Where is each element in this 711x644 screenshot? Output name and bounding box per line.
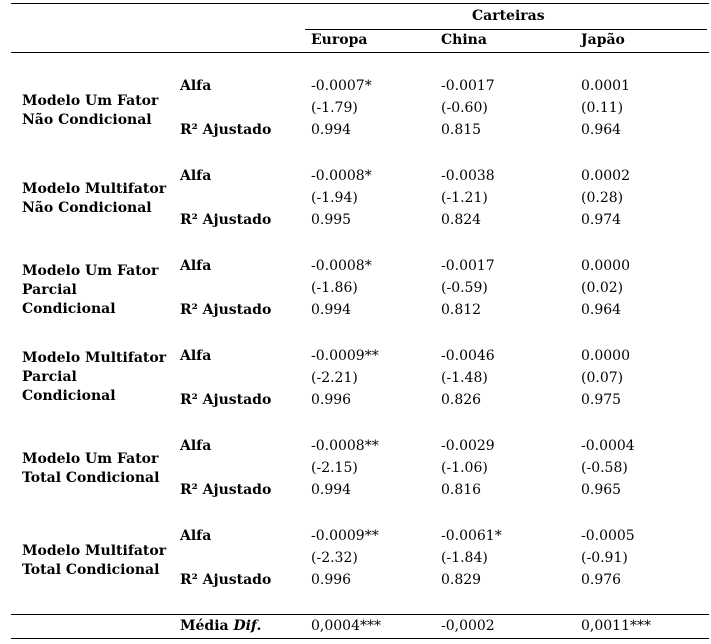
r2-value: 0.964: [581, 302, 622, 318]
t-stat-value: (0.02): [581, 280, 624, 296]
r2-value: 0.965: [581, 482, 622, 498]
r2-value: 0.976: [581, 572, 622, 588]
media-dif-china: -0,0002: [441, 618, 495, 634]
r2-label: R² Ajustado: [180, 122, 272, 138]
t-stat-value: (-1.06): [441, 460, 488, 476]
alfa-label: Alfa: [180, 168, 212, 184]
r2-value: 0.964: [581, 122, 622, 138]
t-stat-value: (-1.86): [311, 280, 358, 296]
alfa-value: -0.0008**: [311, 438, 379, 454]
carteiras-underline: [305, 29, 707, 30]
r2-value: 0.996: [311, 572, 352, 588]
column-header-japao: Japão: [581, 32, 625, 48]
t-stat-value: (0.28): [581, 190, 624, 206]
r2-value: 0.974: [581, 212, 622, 228]
t-stat-value: (-0.58): [581, 460, 628, 476]
media-dif-label-italic: Dif.: [233, 618, 262, 634]
r2-value: 0.816: [441, 482, 482, 498]
r2-label: R² Ajustado: [180, 572, 272, 588]
r2-value: 0.975: [581, 392, 622, 408]
r2-value: 0.812: [441, 302, 482, 318]
r2-value: 0.826: [441, 392, 482, 408]
alfa-value: -0.0008*: [311, 258, 372, 274]
alfa-value: -0.0038: [441, 168, 495, 184]
alfa-value: -0.0061*: [441, 528, 502, 544]
r2-value: 0.996: [311, 392, 352, 408]
alfa-value: -0.0005: [581, 528, 635, 544]
carteiras-header: Carteiras: [472, 8, 545, 24]
t-stat-value: (-1.94): [311, 190, 358, 206]
t-stat-value: (0.11): [581, 100, 624, 116]
alfa-value: -0.0046: [441, 348, 495, 364]
t-stat-value: (-2.15): [311, 460, 358, 476]
alfa-value: 0.0001: [581, 78, 630, 94]
alfa-value: -0.0009**: [311, 528, 379, 544]
header-bottom-rule: [11, 52, 709, 53]
alfa-value: -0.0017: [441, 258, 495, 274]
media-dif-label: [180, 618, 261, 635]
r2-label: R² Ajustado: [180, 392, 272, 408]
alfa-value: -0.0009**: [311, 348, 379, 364]
r2-value: 0.815: [441, 122, 482, 138]
alfa-label: Alfa: [180, 78, 212, 94]
model-name: Modelo Um Fator Total Condicional: [22, 451, 160, 486]
model-name: Modelo Multifator Parcial Condicional: [22, 350, 167, 404]
t-stat-value: (-1.79): [311, 100, 358, 116]
t-stat-value: (-0.59): [441, 280, 488, 296]
alfa-value: -0.0007*: [311, 78, 372, 94]
r2-value: 0.994: [311, 302, 352, 318]
media-dif-europa: 0,0004***: [311, 618, 381, 634]
t-stat-value: (-0.60): [441, 100, 488, 116]
alfa-value: 0.0002: [581, 168, 630, 184]
r2-value: 0.824: [441, 212, 482, 228]
table-bottom-rule: [11, 638, 709, 639]
alfa-label: Alfa: [180, 438, 212, 454]
t-stat-value: (0.07): [581, 370, 624, 386]
alfa-value: 0.0000: [581, 258, 630, 274]
t-stat-value: (-1.84): [441, 550, 488, 566]
footer-top-rule: [11, 614, 709, 615]
t-stat-value: (-2.21): [311, 370, 358, 386]
alfa-label: Alfa: [180, 258, 212, 274]
t-stat-value: (-0.91): [581, 550, 628, 566]
r2-value: 0.994: [311, 122, 352, 138]
r2-label: R² Ajustado: [180, 212, 272, 228]
alfa-value: -0.0008*: [311, 168, 372, 184]
t-stat-value: (-1.21): [441, 190, 488, 206]
r2-label: R² Ajustado: [180, 482, 272, 498]
r2-value: 0.994: [311, 482, 352, 498]
alfa-value: -0.0004: [581, 438, 635, 454]
alfa-label: Alfa: [180, 348, 212, 364]
alfa-value: 0.0000: [581, 348, 630, 364]
t-stat-value: (-1.48): [441, 370, 488, 386]
alfa-value: -0.0029: [441, 438, 495, 454]
r2-value: 0.995: [311, 212, 352, 228]
r2-label: R² Ajustado: [180, 302, 272, 318]
alfa-label: Alfa: [180, 528, 212, 544]
media-dif-japao: 0,0011***: [581, 618, 651, 634]
model-name: Modelo Multifator Não Condicional: [22, 181, 167, 216]
model-name: Modelo Multifator Total Condicional: [22, 543, 167, 578]
table-top-rule: [11, 3, 709, 4]
column-header-china: China: [441, 32, 487, 48]
r2-value: 0.829: [441, 572, 482, 588]
alfa-value: -0.0017: [441, 78, 495, 94]
column-header-europa: Europa: [311, 32, 368, 48]
model-name: Modelo Um Fator Parcial Condicional: [22, 263, 159, 317]
t-stat-value: (-2.32): [311, 550, 358, 566]
model-name: Modelo Um Fator Não Condicional: [22, 93, 159, 128]
media-dif-label-main: Média: [180, 618, 234, 634]
